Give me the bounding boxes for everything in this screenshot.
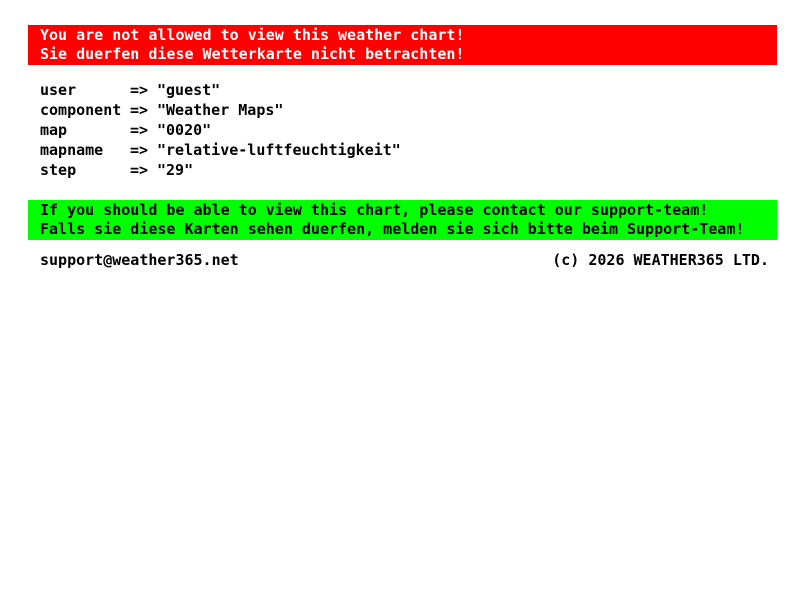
detail-row-mapname [40,140,777,160]
detail-value: "Weather Maps" [157,101,284,119]
detail-arrow: => [130,121,149,139]
detail-key: step [40,161,77,179]
support-email: support@weather365.net [40,251,239,269]
footer [28,250,777,270]
detail-value: "0020" [157,121,212,139]
detail-row-user [40,80,777,100]
detail-arrow: => [130,101,149,119]
detail-key: user [40,81,77,99]
detail-row-step [40,160,777,180]
detail-value: "relative-luftfeuchtigkeit" [157,141,401,159]
error-banner-line-de: Sie duerfen diese Wetterkarte nicht betrachten! [40,45,465,63]
detail-arrow: => [130,141,149,159]
support-banner [28,200,777,240]
detail-key: mapname [40,141,104,159]
copyright-notice: (c) 2026 WEATHER365 LTD. [552,251,769,269]
detail-arrow: => [130,81,149,99]
detail-value: "guest" [157,81,221,99]
detail-key: component [40,101,122,119]
detail-row-component [40,100,777,120]
support-banner-line-de: Falls sie diese Karten sehen duerfen, melden sie sich bitte beim Support-Team! [40,220,745,238]
detail-arrow: => [130,161,149,179]
detail-value: "29" [157,161,194,179]
detail-row-map [40,120,777,140]
support-banner-line-en: If you should be able to view this chart, please contact our support-team! [40,201,709,219]
error-banner-line-en: You are not allowed to view this weather chart! [40,26,465,44]
error-banner [28,25,777,65]
detail-key: map [40,121,68,139]
request-details [28,80,777,180]
